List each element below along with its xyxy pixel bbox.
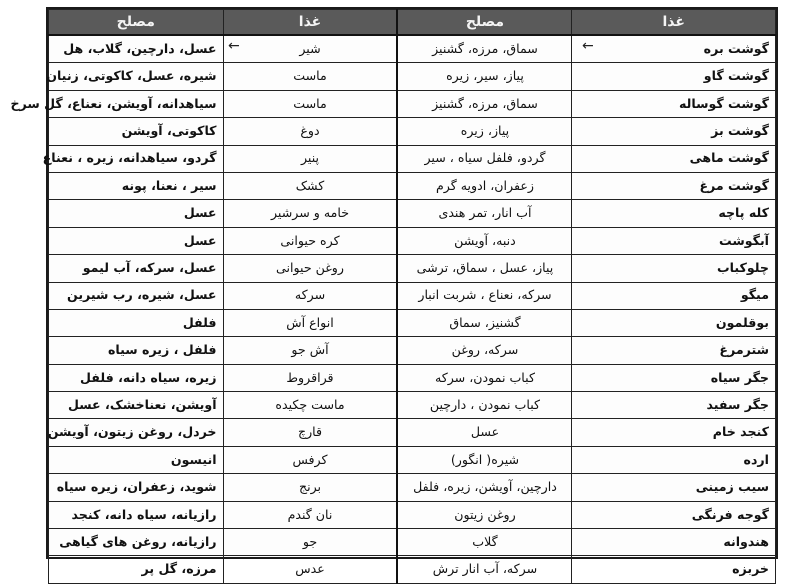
remedy-cell-right: گشنیز، سماق: [397, 309, 571, 336]
food-cell-left: روغن حیوانی: [223, 255, 397, 282]
remedy-cell-left: انیسون: [49, 446, 224, 473]
food-cell-left: خامه و سرشیر: [223, 200, 397, 227]
food-cell-right: گوشت گاو: [572, 63, 776, 90]
food-cell-right: ارده: [572, 446, 776, 473]
remedy-cell-left: عسل، دارچین، گلاب، هل: [49, 35, 224, 63]
table-row: [49, 309, 776, 336]
remedy-cell-right: گلاب: [397, 529, 571, 556]
remedy-cell-left: مرزه، گل پر: [49, 556, 224, 583]
food-cell-right: کله پاچه: [572, 200, 776, 227]
food-cell-left: ماست: [223, 90, 397, 117]
food-cell-right: هندوانه: [572, 529, 776, 556]
food-cell-right: بوقلمون: [572, 309, 776, 336]
food-cell-right: گوشت گوساله: [572, 90, 776, 117]
remedy-cell-left: رازیانه، سیاه دانه، کنجد: [49, 501, 224, 528]
food-cell-left: عدس: [223, 556, 397, 583]
table-row: [49, 419, 776, 446]
food-cell-right: آبگوشت: [572, 227, 776, 254]
remedy-cell-left: آویشن، نعناخشک، عسل: [49, 392, 224, 419]
table-row: [49, 227, 776, 254]
food-cell-left: ماست چکیده: [223, 392, 397, 419]
food-cell-right: کنجد خام: [572, 419, 776, 446]
remedy-cell-left: خردل، روغن زیتون، آویشن: [49, 419, 224, 446]
remedy-cell-left: سیاهدانه، آویشن، نعناع، گل سرخ: [49, 90, 224, 117]
table-row: [49, 337, 776, 364]
table-row: [49, 118, 776, 145]
table-row: [49, 556, 776, 583]
remedy-cell-left: گردو، سیاهدانه، زیره ، نعناع: [49, 145, 224, 172]
food-cell-left: سرکه: [223, 282, 397, 309]
food-cell-left: کره حیوانی: [223, 227, 397, 254]
table-row: [49, 63, 776, 90]
remedy-cell-right: سماق، مرزه، گشنیز: [397, 90, 571, 117]
header-row: [49, 10, 776, 36]
remedy-cell-right: کباب نمودن، سرکه: [397, 364, 571, 391]
remedy-cell-right: پیاز، سیر، زیره: [397, 63, 571, 90]
food-cell-left: قارچ: [223, 419, 397, 446]
food-cell-left: دوغ: [223, 118, 397, 145]
remedy-cell-right: پیاز، زیره: [397, 118, 571, 145]
table-row: [49, 364, 776, 391]
food-cell-left: نان گندم: [223, 501, 397, 528]
table-row: [49, 255, 776, 282]
remedy-cell-right: سرکه، روغن: [397, 337, 571, 364]
remedy-cell-left: عسل، سرکه، آب لیمو: [49, 255, 224, 282]
food-cell-right: خربزه: [572, 556, 776, 583]
remedy-cell-right: روغن زیتون: [397, 501, 571, 528]
remedy-cell-right: آب انار، تمر هندی: [397, 200, 571, 227]
remedy-cell-left: رازیانه، روغن های گیاهی: [49, 529, 224, 556]
remedy-cell-right: سماق، مرزه، گشنیز: [397, 35, 571, 63]
remedy-cell-right: کباب نمودن ، دارچین: [397, 392, 571, 419]
remedy-cell-right: پیاز، عسل ، سماق، ترشی: [397, 255, 571, 282]
food-cell-right: گوجه فرنگی: [572, 501, 776, 528]
remedy-cell-left: زیره، سیاه دانه، فلفل: [49, 364, 224, 391]
food-cell-left: کشک: [223, 172, 397, 199]
header-remedy-left: مصلح: [49, 10, 224, 36]
remedy-cell-right: گردو، فلفل سیاه ، سیر: [397, 145, 571, 172]
food-cell-left: جو: [223, 529, 397, 556]
table-row: [49, 501, 776, 528]
table-row: [49, 90, 776, 117]
header-food-left: غذا: [223, 10, 397, 36]
food-cell-left: قراقروط: [223, 364, 397, 391]
food-cell-left: ماست: [223, 63, 397, 90]
header-food-right: غذا: [572, 10, 776, 36]
remedy-cell-right: عسل: [397, 419, 571, 446]
remedy-cell-right: سرکه، نعناع ، شربت انبار: [397, 282, 571, 309]
food-cell-left: شیر: [223, 35, 397, 63]
food-cell-right: گوشت بره: [572, 35, 776, 63]
table-row: [49, 35, 776, 63]
remedy-cell-right: زعفران، ادویه گرم: [397, 172, 571, 199]
table-body: [10, 35, 776, 583]
remedy-cell-right: سرکه، آب انار ترش: [397, 556, 571, 583]
food-cell-left: کرفس: [223, 446, 397, 473]
food-cell-left: برنج: [223, 474, 397, 501]
food-cell-right: جگر سیاه: [572, 364, 776, 391]
remedy-cell-left: شیره، عسل، کاکوتی، زنیان: [49, 63, 224, 90]
remedy-cell-left: عسل: [49, 200, 224, 227]
food-cell-right: گوشت بز: [572, 118, 776, 145]
remedy-cell-left: عسل: [49, 227, 224, 254]
food-remedy-table: [10, 9, 776, 584]
handwritten-arrow-icon: ←: [582, 38, 594, 54]
remedy-cell-left: کاکوتی، آویشن: [49, 118, 224, 145]
food-cell-right: گوشت مرغ: [572, 172, 776, 199]
remedy-cell-right: دارچین، آویشن، زیره، فلفل: [397, 474, 571, 501]
table-row: [49, 200, 776, 227]
table-row: [49, 282, 776, 309]
table-row: [49, 172, 776, 199]
food-cell-left: آش جو: [223, 337, 397, 364]
food-cell-left: انواع آش: [223, 309, 397, 336]
table-row: [49, 446, 776, 473]
remedy-cell-left: شوید، زعفران، زیره سیاه: [49, 474, 224, 501]
food-cell-right: چلوکباب: [572, 255, 776, 282]
header-remedy-right: مصلح: [397, 10, 571, 36]
handwritten-arrow-icon: ←: [228, 38, 240, 54]
remedy-table-sheet: [10, 7, 778, 577]
food-cell-right: جگر سفید: [572, 392, 776, 419]
remedy-cell-right: شیره( انگور): [397, 446, 571, 473]
food-cell-right: گوشت ماهی: [572, 145, 776, 172]
table-row: [49, 145, 776, 172]
remedy-cell-left: عسل، شیره، رب شیرین: [49, 282, 224, 309]
remedy-cell-left: فلفل ، زیره سیاه: [49, 337, 224, 364]
food-cell-right: سیب زمینی: [572, 474, 776, 501]
food-cell-right: شترمرغ: [572, 337, 776, 364]
table-row: [49, 392, 776, 419]
table-row: [49, 474, 776, 501]
remedy-cell-left: سیر ، نعنا، پونه: [49, 172, 224, 199]
remedy-cell-right: دنبه، آویشن: [397, 227, 571, 254]
food-cell-left: پنیر: [223, 145, 397, 172]
table-row: [49, 529, 776, 556]
remedy-cell-left: فلفل: [49, 309, 224, 336]
food-cell-right: میگو: [572, 282, 776, 309]
